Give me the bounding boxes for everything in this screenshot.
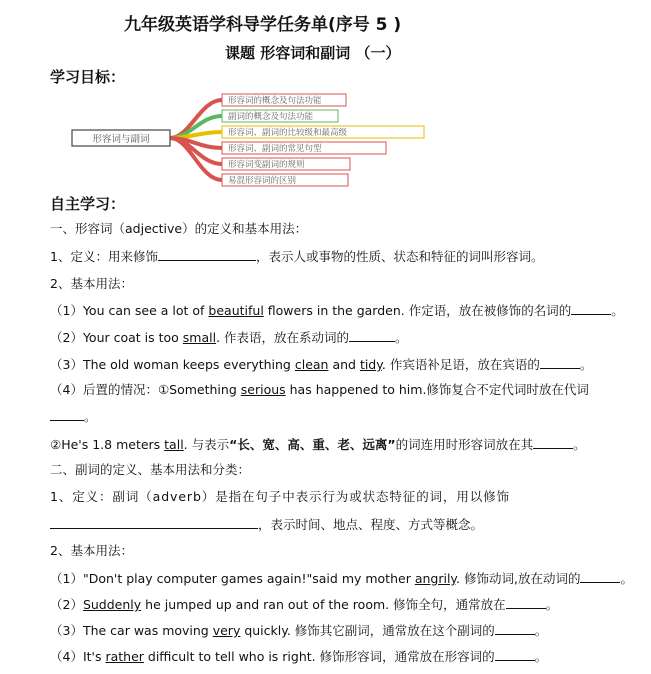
adv-ex4-pre: （4）It's: [50, 649, 106, 664]
adj-usage-heading: 2、基本用法：: [50, 276, 133, 291]
adv-def-blank[interactable]: [50, 516, 258, 529]
adv-ex1-pre: （1）"Don't play computer games again!"said my mother: [50, 571, 415, 586]
adj-ex2-pre: （2）Your coat is too: [50, 330, 183, 345]
adv-ex2-word: Suddenly: [82, 597, 142, 612]
adv-ex3-period: 。: [534, 623, 548, 638]
branch-label-2: 副词的概念及句法功能: [228, 112, 314, 122]
adv-definition-cont: [50, 516, 483, 533]
adv-ex3-blank[interactable]: [495, 622, 535, 635]
adv-ex3-post: quickly. 修饰其它副词，通常放在这个副词的: [240, 623, 495, 638]
branch-label-4: 形容词、副词的常见句型: [228, 144, 322, 154]
adj-ex4-pre: （4）后置的情况：①Something: [50, 382, 241, 397]
adj-ex3-word1: clean: [294, 357, 329, 372]
adj-ex3-period: 。: [579, 357, 593, 372]
adj-ex3-post: . 作宾语补足语，放在宾语的: [381, 357, 540, 372]
adv-ex3-pre: （3）The car was moving: [50, 623, 213, 638]
adj-ex3-mid: and: [328, 357, 360, 372]
mindmap-center-label: 形容词与副词: [92, 134, 150, 145]
adj-ex4-post: has happened to him.修饰复合不定代词时放在代词: [285, 382, 589, 397]
adj-ex1-pre: （1）You can see a lot of: [50, 303, 209, 318]
adj-def-prefix: 1、定义：用来修饰: [50, 249, 158, 264]
adj-ex1-period: 。: [611, 303, 624, 318]
adv-ex1-post: . 修饰动词,放在动词的: [456, 571, 581, 586]
adj-ex3-pre: （3）The old woman keeps everything: [50, 357, 295, 372]
adv-ex4-period: 。: [534, 649, 548, 664]
adj-ex5-post: 的词连用时形容词放在其: [395, 437, 534, 452]
branch-label-1: 形容词的概念及句法功能: [228, 96, 322, 106]
adj-ex5-word: tall: [164, 437, 184, 452]
adv-usage-heading: 2、基本用法：: [50, 543, 133, 558]
branch-label-5: 形容词变副词的规则: [228, 160, 305, 170]
mindmap-connectors: [50, 92, 440, 194]
lesson-subtitle: 课题 形容词和副词 （一）: [225, 44, 401, 62]
adv-ex2-pre: （2）: [50, 597, 83, 612]
adv-example-1: [50, 570, 633, 587]
adj-ex5-mid: . 与表示: [183, 437, 230, 452]
adv-ex1-blank[interactable]: [580, 570, 620, 583]
adj-ex3-blank[interactable]: [540, 356, 580, 369]
adj-example-1: [50, 302, 624, 319]
adj-ex1-blank[interactable]: [571, 302, 611, 315]
adv-example-2: [50, 596, 558, 613]
adv-ex2-post: he jumped up and ran out of the room. 修饰全句，通常放在: [141, 597, 506, 612]
adv-ex4-word: rather: [105, 649, 144, 664]
adv-ex2-period: 。: [545, 597, 559, 612]
adj-ex5-period: 。: [573, 437, 586, 452]
adj-ex2-blank[interactable]: [349, 329, 395, 342]
adj-example-4-cont: [50, 408, 97, 425]
adj-ex1-word: beautiful: [208, 303, 264, 318]
adj-example-4: [50, 382, 589, 398]
adv-definition: 1、定义：副词（adverb）是指在句子中表示行为或状态特征的词，用以修饰: [50, 489, 511, 504]
adj-ex4-period: 。: [84, 409, 97, 424]
adv-ex2-blank[interactable]: [506, 596, 546, 609]
mindmap: [50, 92, 440, 194]
adj-def-suffix: ，表示人或事物的性质、状态和特征的词叫形容词。: [255, 249, 544, 264]
adj-example-3: [50, 356, 592, 373]
adj-definition: [50, 248, 543, 265]
adv-ex4-blank[interactable]: [495, 648, 535, 661]
adj-def-blank[interactable]: [158, 248, 256, 261]
adj-heading: 一、形容词（adjective）的定义和基本用法：: [50, 221, 308, 236]
adv-ex3-word: very: [212, 623, 241, 638]
adv-ex4-post: difficult to tell who is right. 修饰形容词，通常放在形容词的: [143, 649, 495, 664]
branch-label-6: 易混形容词的区别: [228, 176, 297, 186]
adj-example-2: [50, 329, 408, 346]
adj-ex2-post: . 作表语，放在系动词的: [216, 330, 350, 345]
adj-ex2-period: 。: [395, 330, 408, 345]
adv-example-3: [50, 622, 547, 639]
adj-ex2-word: small: [182, 330, 217, 345]
adv-example-4: [50, 648, 547, 665]
adj-ex3-word2: tidy: [359, 357, 382, 372]
self-study-heading: 自主学习：: [50, 195, 126, 213]
adj-ex5-bold: “长、宽、高、重、老、远离”: [229, 437, 396, 452]
adv-ex1-word: angrily: [414, 571, 457, 586]
adj-ex1-post: flowers in the garden. 作定语，放在被修饰的名词的: [263, 303, 572, 318]
adj-ex5-pre: ②He's 1.8 meters: [50, 437, 165, 452]
adv-heading: 二、副词的定义、基本用法和分类：: [50, 462, 251, 477]
goals-heading: 学习目标：: [50, 68, 126, 86]
branch-label-3: 形容词、副词的比较级和最高级: [228, 128, 348, 138]
page-title: 九年级英语学科导学任务单(序号 5 ): [124, 15, 402, 35]
adv-def-suffix: ，表示时间、地点、程度、方式等概念。: [258, 517, 484, 532]
adv-ex1-period: 。: [620, 571, 633, 586]
adj-ex5-blank[interactable]: [533, 436, 573, 449]
adj-ex4-word: serious: [240, 382, 286, 397]
adj-ex4-blank[interactable]: [50, 408, 84, 421]
adj-example-5: [50, 436, 586, 453]
